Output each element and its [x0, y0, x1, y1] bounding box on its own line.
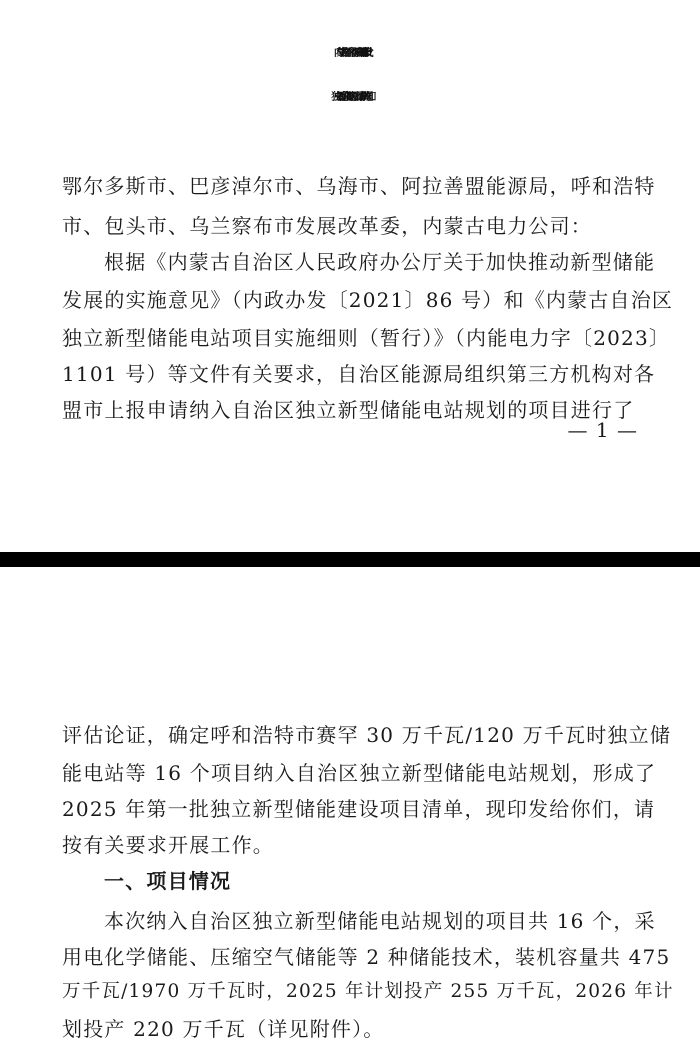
section-line-1: 本次纳入自治区独立新型储能电站规划的项目共 16 个，采: [104, 909, 656, 933]
body-line-8: 2025 年第一批独立新型储能建设项目清单，现印发给你们，请: [62, 797, 656, 821]
section-heading-project-status: 一、项目情况: [104, 869, 232, 893]
document-title-line-2: 独立新型储能建设项目清单的通知: [331, 92, 369, 103]
body-line-2: 发展的实施意见》（内政办发〔2021〕86 号）和《内蒙古自治区: [62, 288, 674, 312]
section-line-4: 划投产 220 万千瓦（详见附件）。: [62, 1017, 385, 1041]
page-number: — 1 —: [567, 418, 638, 442]
section-line-2: 用电化学储能、压缩空气储能等 2 种储能技术，装机容量共 475: [62, 945, 671, 969]
page-divider: [0, 552, 700, 567]
document-page-2: [0, 567, 700, 1053]
body-line-5: 盟市上报申请纳入自治区独立新型储能电站规划的项目进行了: [62, 398, 635, 422]
section-line-3: 万千瓦/1970 万千瓦时，2025 年计划投产 255 万千瓦，2026 年计: [62, 981, 674, 1002]
recipient-line-2: 市、包头市、乌兰察布市发展改革委，内蒙古电力公司：: [62, 214, 592, 238]
body-line-1: 根据《内蒙古自治区人民政府办公厅关于加快推动新型储能: [104, 250, 656, 274]
body-line-6: 评估论证，确定呼和浩特市赛罕 30 万千瓦/120 万千瓦时独立储: [62, 723, 672, 747]
body-line-7: 能电站等 16 个项目纳入自治区独立新型储能电站规划，形成了: [62, 761, 657, 785]
body-line-4: 1101 号）等文件有关要求，自治区能源局组织第三方机构对各: [62, 362, 656, 386]
document-title-line-1: 内蒙古自治区能源局关于印发 2025 年第一批: [333, 48, 367, 59]
body-line-9: 按有关要求开展工作。: [62, 833, 274, 857]
body-line-3: 独立新型储能电站项目实施细则（暂行）》（内能电力字〔2023〕: [62, 326, 671, 350]
recipient-line-1: 鄂尔多斯市、巴彦淖尔市、乌海市、阿拉善盟能源局，呼和浩特: [62, 174, 656, 198]
